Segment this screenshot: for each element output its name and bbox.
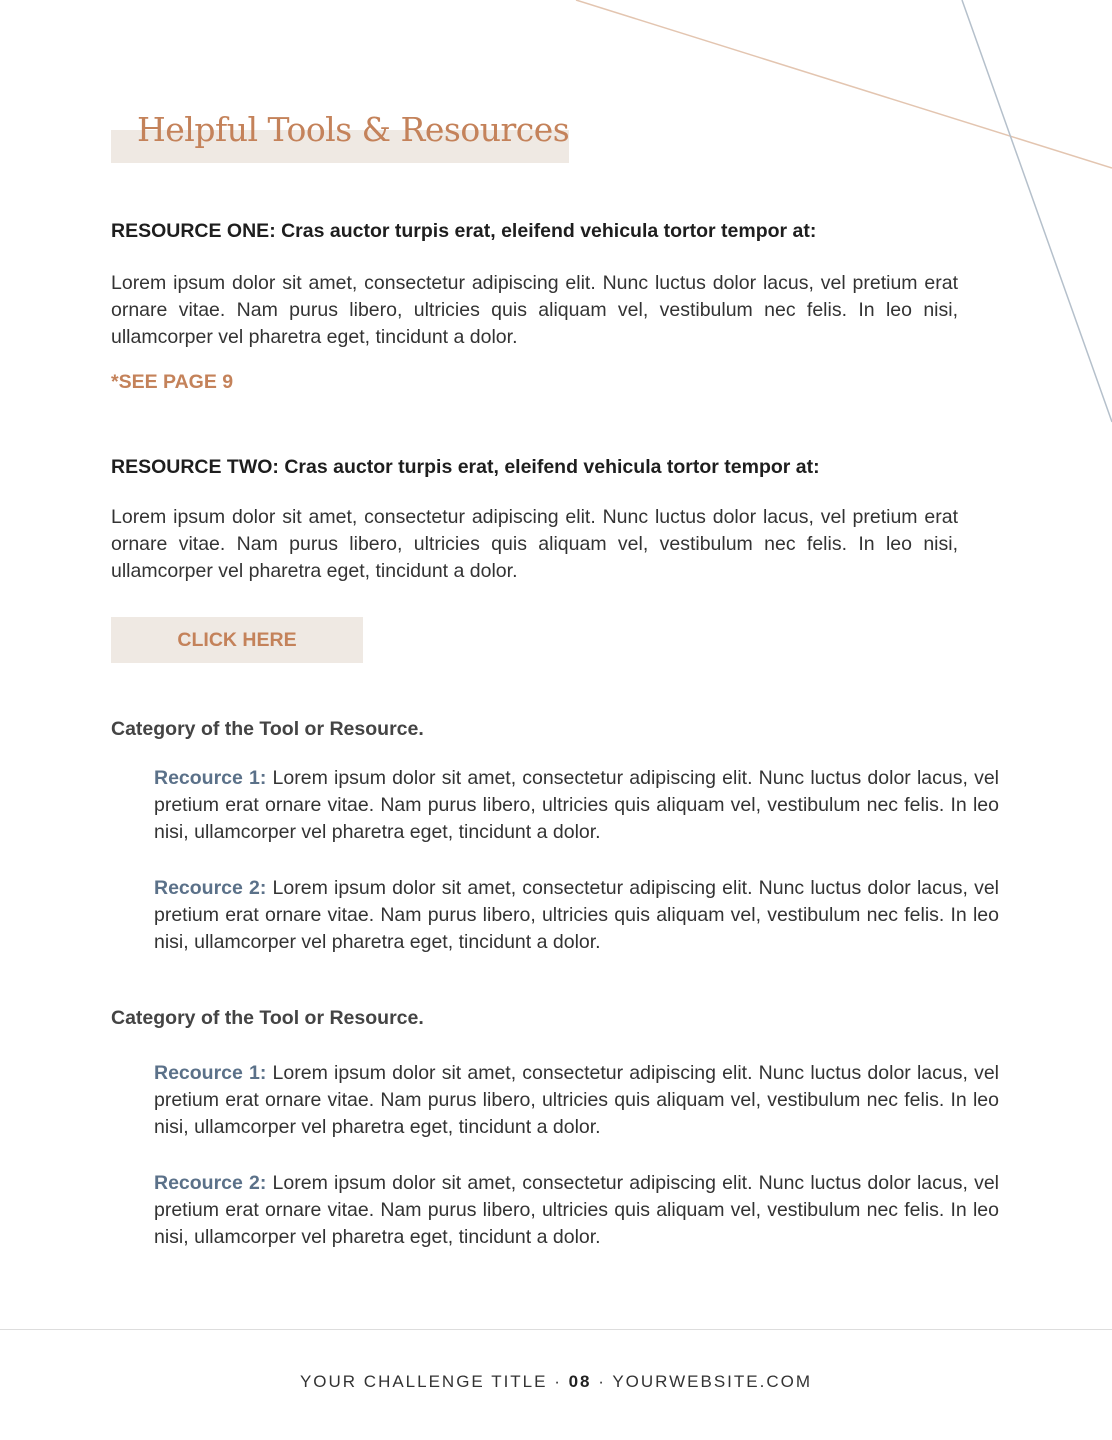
click-here-button[interactable]: CLICK HERE xyxy=(111,617,363,663)
footer-website: · YOURWEBSITE.COM xyxy=(591,1372,813,1391)
resource-label: Recource 1: xyxy=(154,767,267,789)
resource-one-heading: RESOURCE ONE: Cras auctor turpis erat, eleifend vehicula tortor tempor at: xyxy=(111,220,817,242)
resource-item xyxy=(154,875,999,956)
footer-title: YOUR CHALLENGE TITLE · xyxy=(299,1372,569,1391)
resource-one xyxy=(111,220,958,394)
page-title: Helpful Tools & Resources xyxy=(137,110,570,149)
resource-label: Recource 2: xyxy=(154,877,267,899)
resource-text: Lorem ipsum dolor sit amet, consectetur adipiscing elit. Nunc luctus dolor lacus, vel pretium erat ornare vitae. Nam purus libero, ultricies quis aliquam vel, vestibulum nec felis. In leo nisi, ullamcorper vel pharetra eget, tincidunt a dolor. xyxy=(154,767,999,843)
resource-one-body: Lorem ipsum dolor sit amet, consectetur adipiscing elit. Nunc luctus dolor lacus, vel pretium erat ornare vitae. Nam purus libero, ultricies quis aliquam vel, vestibulum nec felis. In leo nisi, ullamcorper vel pharetra eget, tincidunt a dolor. xyxy=(111,272,958,348)
resource-text: Lorem ipsum dolor sit amet, consectetur adipiscing elit. Nunc luctus dolor lacus, vel pretium erat ornare vitae. Nam purus libero, ultricies quis aliquam vel, vestibulum nec felis. In leo nisi, ullamcorper vel pharetra eget, tincidunt a dolor. xyxy=(154,877,999,953)
resource-item xyxy=(154,1060,999,1141)
resource-text: Lorem ipsum dolor sit amet, consectetur adipiscing elit. Nunc luctus dolor lacus, vel pretium erat ornare vitae. Nam purus libero, ultricies quis aliquam vel, vestibulum nec felis. In leo nisi, ullamcorper vel pharetra eget, tincidunt a dolor. xyxy=(154,1062,999,1138)
footer-divider xyxy=(0,1329,1112,1330)
resource-two xyxy=(111,456,958,585)
resource-two-heading: RESOURCE TWO: Cras auctor turpis erat, eleifend vehicula tortor tempor at: xyxy=(111,456,820,478)
resource-item xyxy=(154,765,999,846)
resource-label: Recource 1: xyxy=(154,1062,267,1084)
category-title: Category of the Tool or Resource. xyxy=(111,718,424,740)
title-block xyxy=(111,108,569,152)
resource-label: Recource 2: xyxy=(154,1172,267,1194)
resource-item xyxy=(154,1170,999,1251)
page-number: 08 xyxy=(568,1372,592,1391)
resource-two-body: Lorem ipsum dolor sit amet, consectetur adipiscing elit. Nunc luctus dolor lacus, vel pretium erat ornare vitae. Nam purus libero, ultricies quis aliquam vel, vestibulum nec felis. In leo nisi, ullamcorper vel pharetra eget, tincidunt a dolor. xyxy=(111,506,958,582)
footer xyxy=(0,1372,1112,1392)
resource-text: Lorem ipsum dolor sit amet, consectetur adipiscing elit. Nunc luctus dolor lacus, vel pretium erat ornare vitae. Nam purus libero, ultricies quis aliquam vel, vestibulum nec felis. In leo nisi, ullamcorper vel pharetra eget, tincidunt a dolor. xyxy=(154,1172,999,1248)
see-page-link[interactable]: *SEE PAGE 9 xyxy=(111,371,234,393)
category-title: Category of the Tool or Resource. xyxy=(111,1007,424,1029)
